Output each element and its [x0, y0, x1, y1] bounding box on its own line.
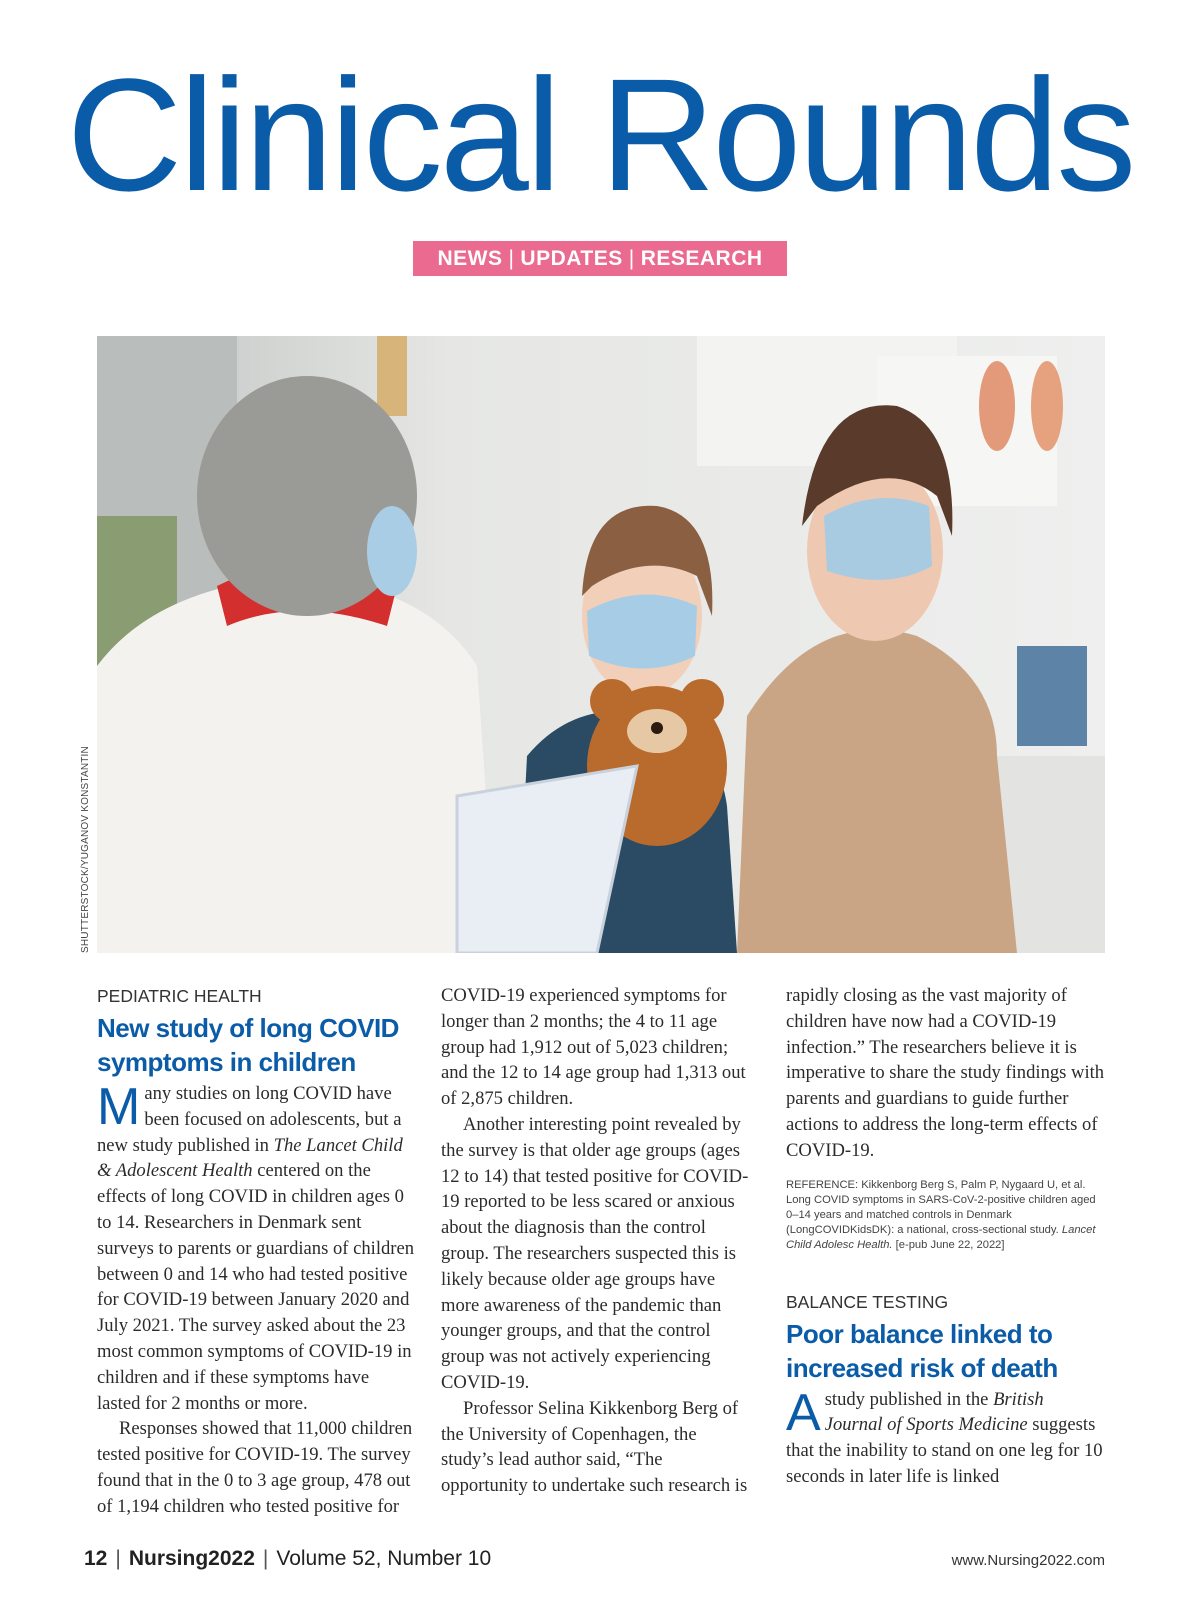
article2-paragraph-1: A study published in the British Journal of Sports Medicine suggests that the inability to stand on one leg for 10 seconds in later life is linked	[786, 1383, 1103, 1487]
article1-dropcap: M	[97, 1078, 141, 1136]
article1-paragraph-2: Responses showed that 11,000 children tested positive for COVID-19. The survey found that in the 0 to 3 age group, 478 out of 1,194 children who tested positive for	[97, 1418, 413, 1517]
clinic-scene-illustration	[97, 336, 1105, 953]
section-banner: NEWS | UPDATES | RESEARCH	[413, 241, 787, 276]
article-photo	[97, 336, 1105, 953]
article1-headline: New study of long COVID symptoms in children	[97, 1013, 399, 1077]
article1-journal-title: The Lancet Child & Adolescent Health	[97, 1134, 403, 1182]
footer-folio: 12 | Nursing2022 | Volume 52, Number 10	[84, 1547, 492, 1570]
article2-journal-title: British Journal of Sports Medicine	[824, 1388, 1044, 1436]
column-2	[441, 983, 751, 1499]
article1-kicker: PEDIATRIC HEALTH	[97, 986, 262, 1006]
article1-paragraph-4: Professor Selina Kikkenborg Berg of the University of Copenhagen, the study’s lead author said, “The opportunity to undertake such research is	[441, 1397, 748, 1497]
magazine-name: Nursing2022	[128, 1547, 255, 1570]
article2-dropcap: A	[786, 1383, 821, 1442]
banner-news: NEWS	[437, 247, 503, 270]
column-1	[97, 983, 417, 1520]
banner-updates: UPDATES	[520, 247, 623, 270]
article1-paragraph-1: Many studies on long COVID have been focused on adolescents, but a new study published in The Lancet Child & Adolescent Health centered on the effects of long COVID in children ages 0 to 14. Researchers in Denmark sent surveys to parents or guardians of children between 0 and 14 who had tested positive for COVID-19 between January 2020 and July 2021. The survey asked about the 23 most common symptoms of COVID-19 in children and if these symptoms have lasted for 2 months or more.	[97, 1078, 415, 1414]
column-3	[786, 983, 1106, 1490]
issue-volume: Volume 52, Number 10	[276, 1547, 492, 1570]
article1-paragraph-3: Another interesting point revealed by the survey is that older age groups (ages 12 to 14) that tested positive for COVID-19 reported to be less scared or anxious about the diagnosis than the control group. The researchers suspected this is likely because older age groups have more awareness of the pandemic than younger groups, and that the control group was not actively experiencing COVID-19.	[441, 1113, 749, 1393]
article2-kicker: BALANCE TESTING	[786, 1291, 949, 1312]
banner-research: RESEARCH	[640, 247, 763, 270]
article2-headline: Poor balance linked to increased risk of death	[786, 1318, 1058, 1383]
article1-reference: REFERENCE: Kikkenborg Berg S, Palm P, Nygaard U, et al. Long COVID symptoms in SARS-CoV-2-positive children aged 0–14 years and matched controls in Denmark (LongCOVIDKidsDK): a national, cross-sectional study. Lancet Child Adolesc Health. [e-pub June 22, 2022]	[786, 1178, 1096, 1251]
paragraph-continued: COVID-19 experienced symptoms for longer than 2 months; the 4 to 11 age group had 1,912 out of 5,023 children; and the 12 to 14 age group had 1,313 out of 2,875 children.	[441, 985, 746, 1110]
paragraph-continued: rapidly closing as the vast majority of children have now had a COVID-19 infection.” The researchers believe it is imperative to share the study findings with parents and guardians to guide further actions to address the long-term effects of COVID-19.	[786, 985, 1105, 1161]
masthead-title: Clinical Rounds	[66, 45, 1134, 224]
photo-credit: SHUTTERSTOCK/YUGANOV KONSTANTIN	[80, 746, 91, 953]
page-number: 12	[84, 1547, 108, 1570]
footer-url[interactable]: www.Nursing2022.com	[951, 1552, 1105, 1569]
